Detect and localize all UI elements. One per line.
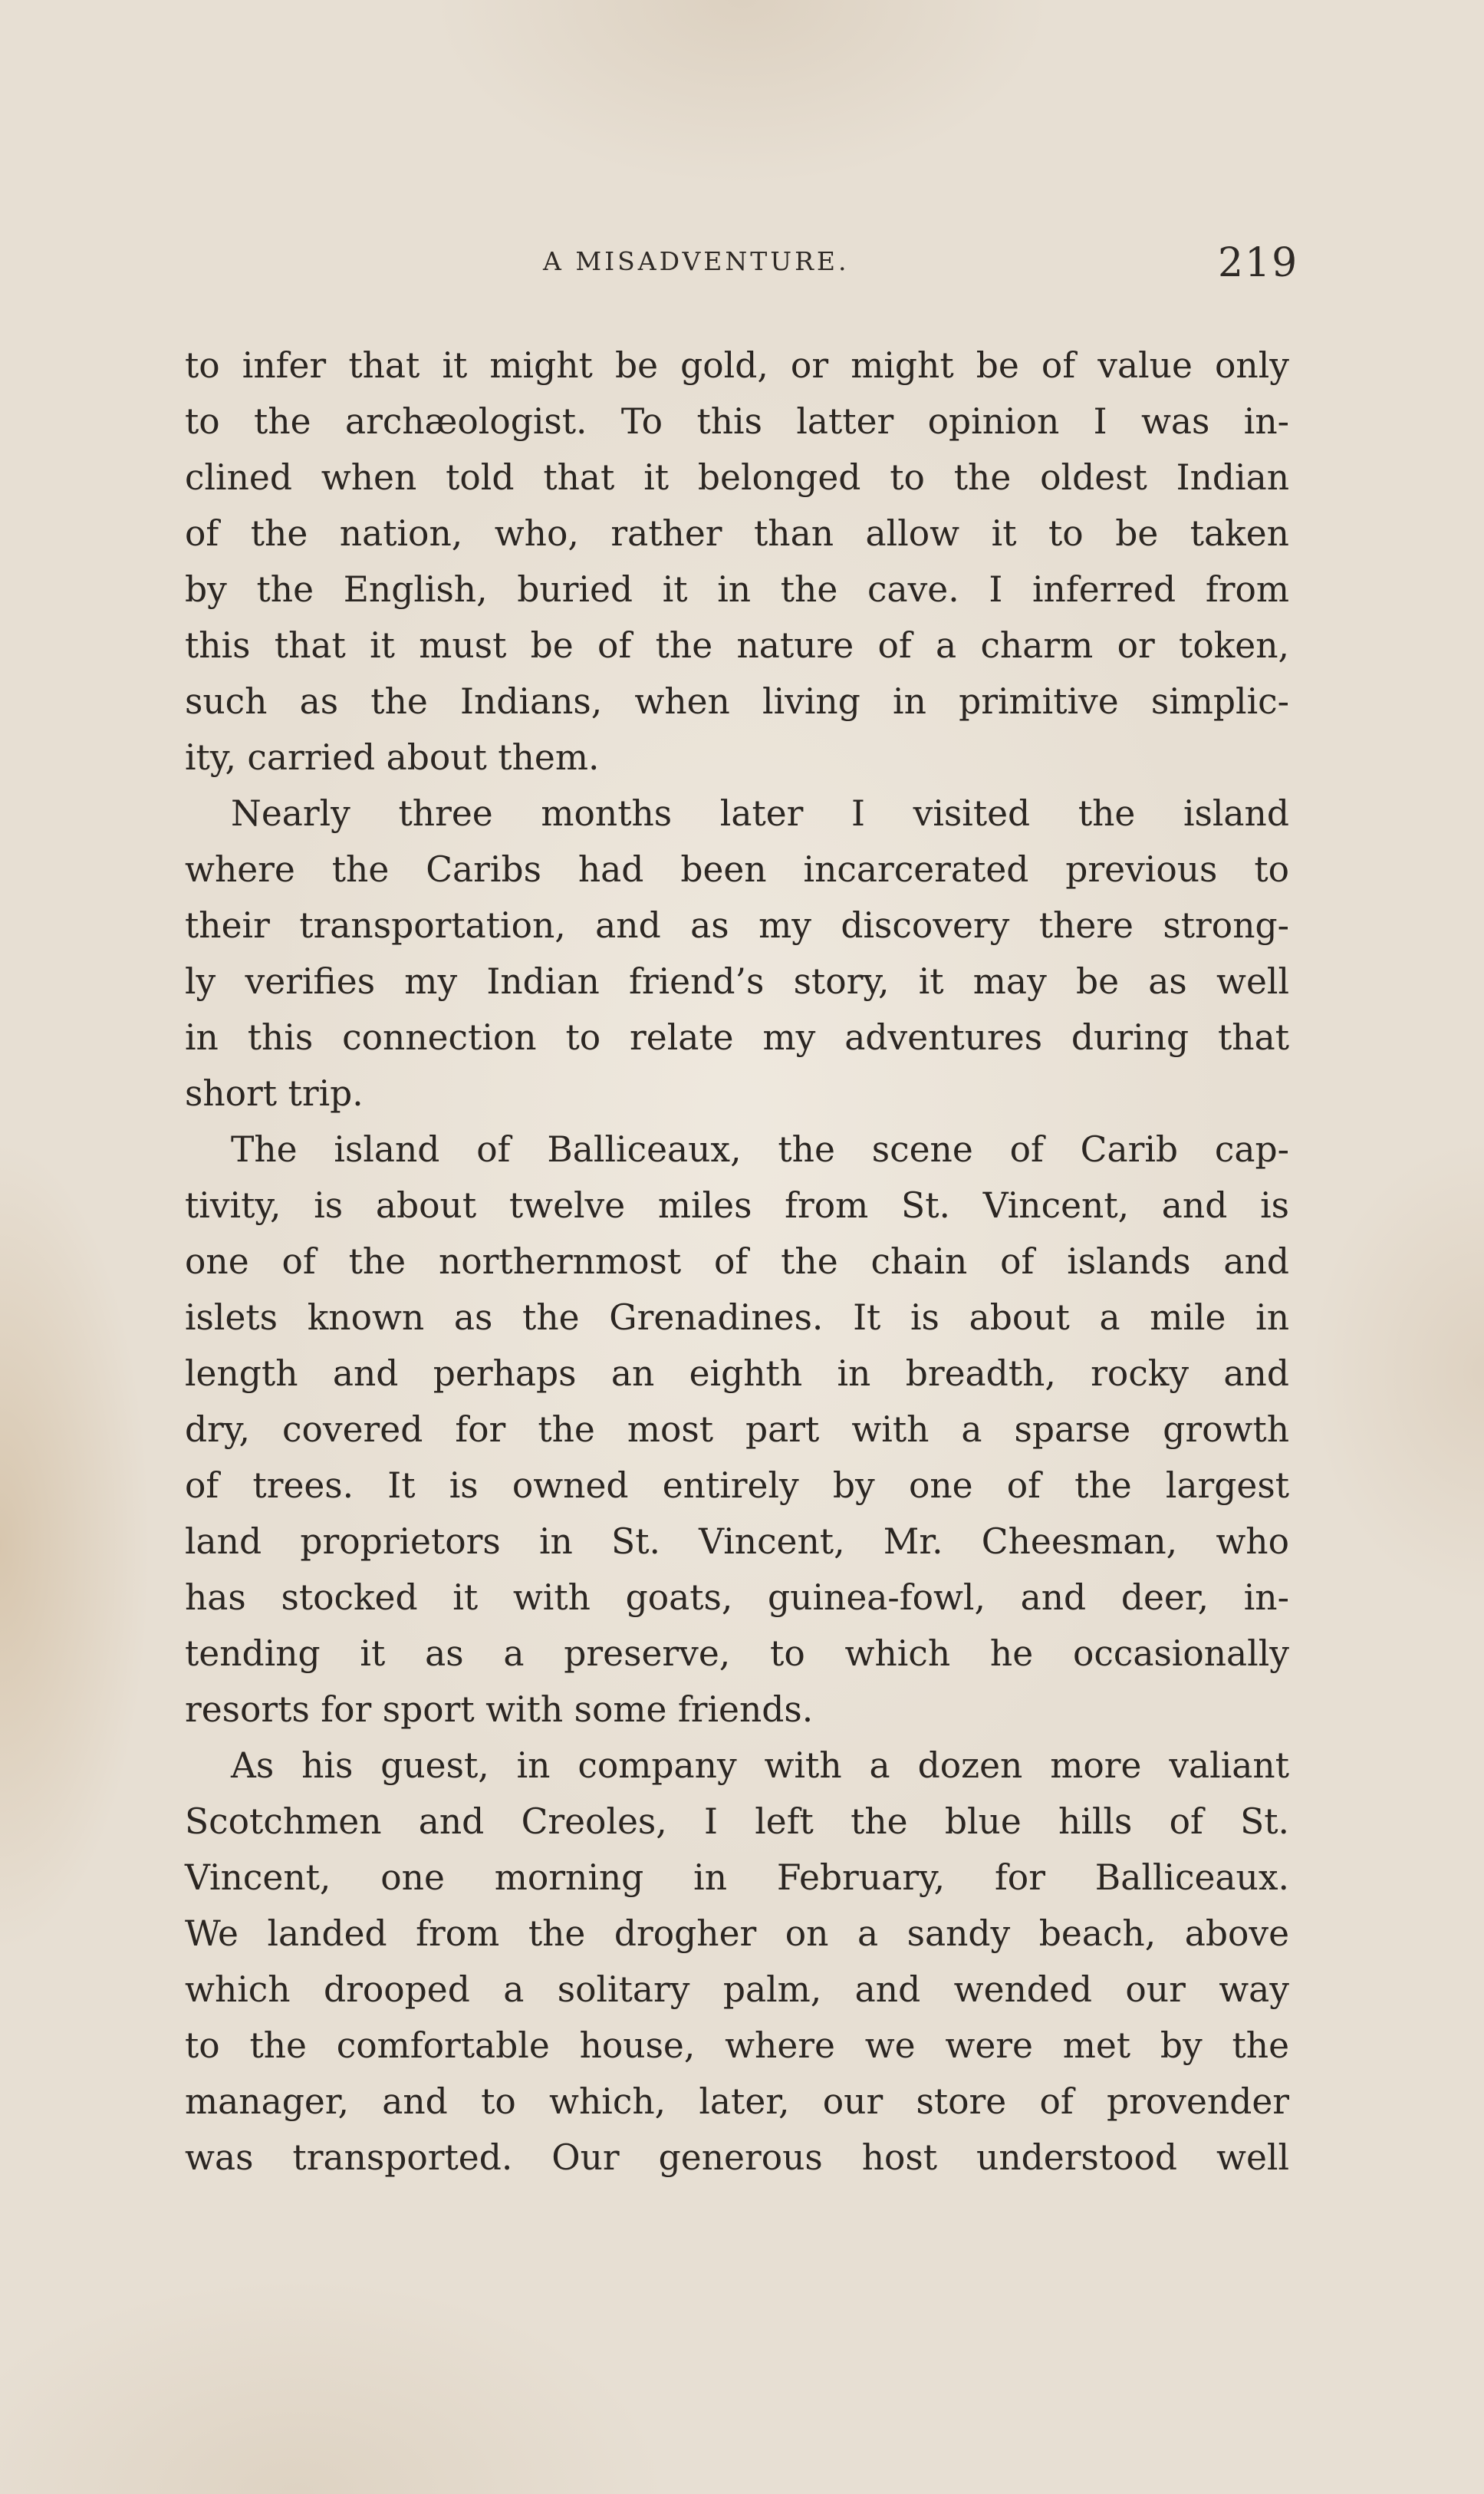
- text-line: where the Caribs had been incarcerated previous to: [185, 849, 1289, 890]
- text-line: in this connection to relate my adventures during that: [185, 1017, 1289, 1058]
- text-line: clined when told that it belonged to the oldest Indian: [185, 457, 1289, 498]
- text-line: We landed from the drogher on a sandy beach, above: [185, 1913, 1289, 1954]
- text-line: of the nation, who, rather than allow it to be taken: [185, 513, 1289, 554]
- text-line: to the comfortable house, where we were met by the: [185, 2025, 1289, 2066]
- running-title: A MISADVENTURE.: [543, 246, 850, 276]
- text-line: ity, carried about them.: [185, 737, 600, 778]
- text-line: Vincent, one morning in February, for Balliceaux.: [185, 1857, 1289, 1898]
- text-line: length and perhaps an eighth in breadth, rocky and: [185, 1353, 1289, 1394]
- text-line: resorts for sport with some friends.: [185, 1689, 814, 1730]
- text-line: of trees. It is owned entirely by one of the largest: [185, 1465, 1289, 1506]
- text-line: dry, covered for the most part with a sparse growth: [185, 1409, 1289, 1450]
- text-line: Scotchmen and Creoles, I left the blue hills of St.: [185, 1801, 1289, 1842]
- text-line: islets known as the Grenadines. It is about a mile in: [185, 1297, 1289, 1338]
- text-line: to the archæologist. To this latter opinion I was in-: [185, 401, 1289, 442]
- text-line: has stocked it with goats, guinea-fowl, and deer, in-: [185, 1577, 1289, 1618]
- text-line: Nearly three months later I visited the island: [231, 793, 1289, 834]
- text-line: to infer that it might be gold, or might be of value only: [185, 345, 1289, 386]
- text-line: tivity, is about twelve miles from St. Vincent, and is: [185, 1185, 1289, 1226]
- text-line: such as the Indians, when living in primitive simplic-: [185, 681, 1289, 722]
- text-line: land proprietors in St. Vincent, Mr. Cheesman, who: [185, 1521, 1289, 1562]
- text-line: The island of Balliceaux, the scene of Carib cap-: [231, 1129, 1289, 1170]
- text-line: ly verifies my Indian friend’s story, it may be as well: [185, 961, 1289, 1002]
- text-line: As his guest, in company with a dozen more valiant: [231, 1745, 1289, 1786]
- text-line: their transportation, and as my discovery there strong-: [185, 905, 1289, 946]
- text-line: this that it must be of the nature of a charm or token,: [185, 625, 1289, 666]
- body-text: [185, 338, 1289, 2186]
- running-head: [0, 240, 1484, 294]
- text-line: tending it as a preserve, to which he occasionally: [185, 1633, 1289, 1674]
- page-number: 219: [1218, 240, 1299, 286]
- text-line: which drooped a solitary palm, and wended our way: [185, 1969, 1289, 2010]
- text-line: by the English, buried it in the cave. I inferred from: [185, 569, 1289, 610]
- text-line: short trip.: [185, 1073, 364, 1114]
- text-line: manager, and to which, later, our store of provender: [185, 2081, 1289, 2122]
- text-line: was transported. Our generous host understood well: [185, 2137, 1289, 2178]
- text-line: one of the northernmost of the chain of islands and: [185, 1241, 1289, 1282]
